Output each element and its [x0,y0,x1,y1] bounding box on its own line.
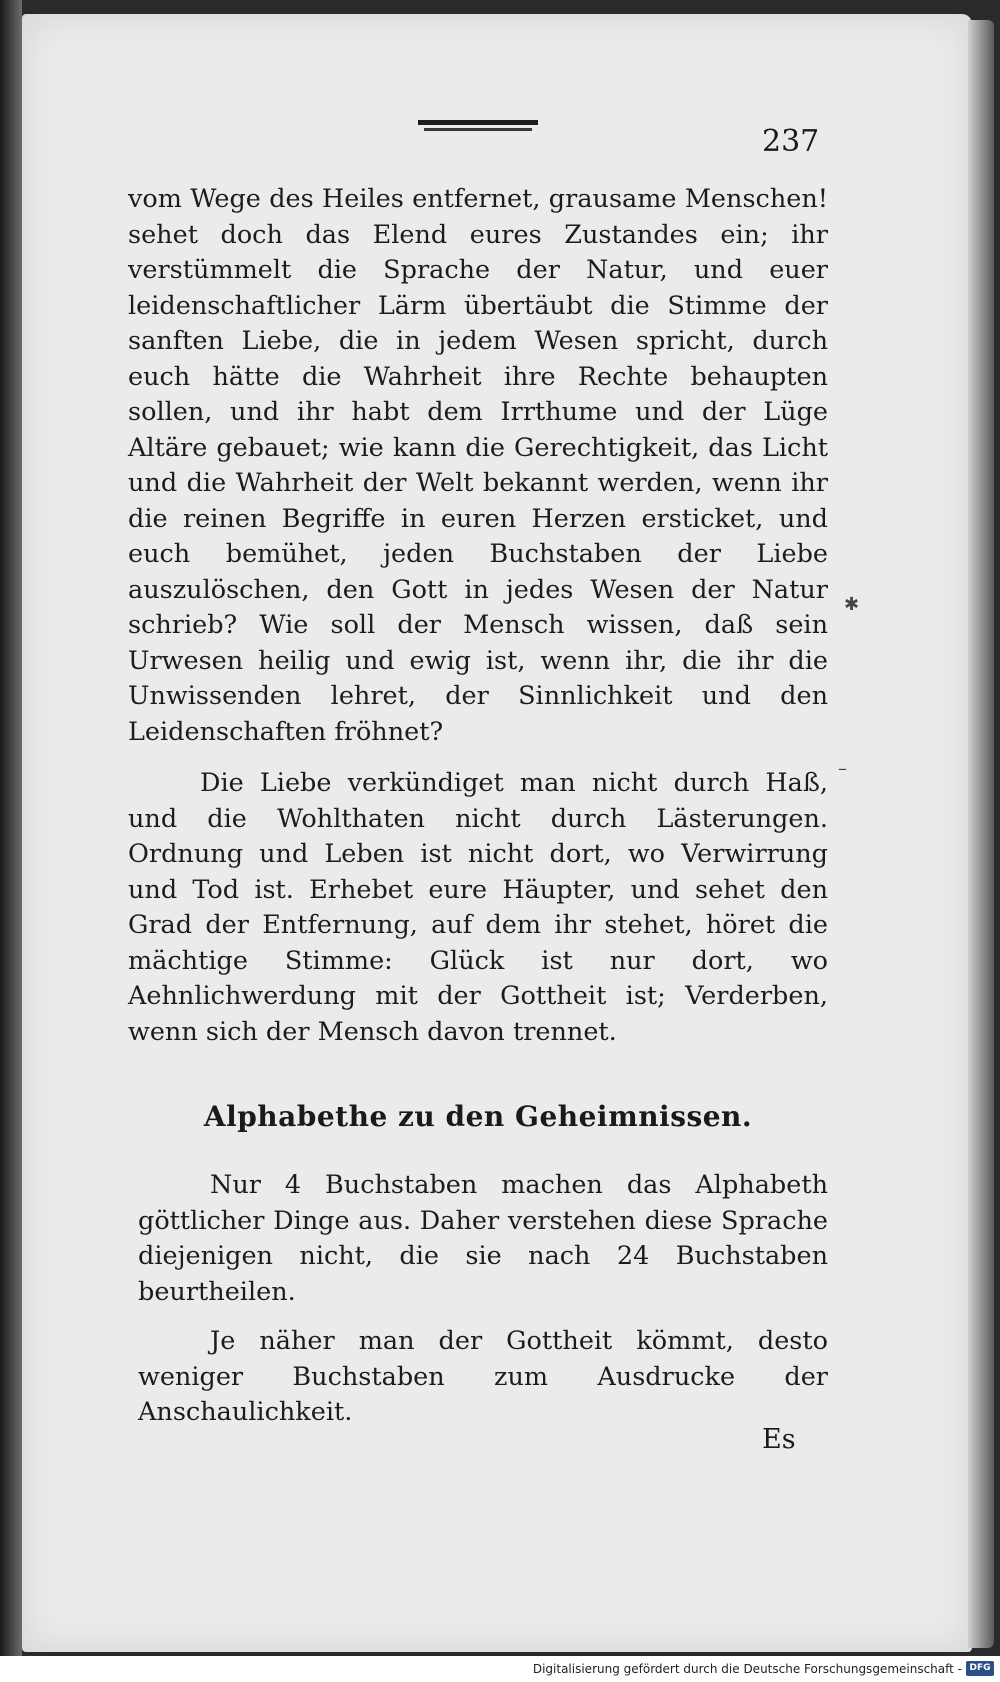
main-text [128,182,828,1050]
section-paragraph-2: Je näher man der Gottheit kömmt, desto weniger Buchstaben zum Ausdrucke der Anschaulichkeit. [138,1326,828,1427]
ornament-bar [424,128,532,131]
margin-mark: ✱ [844,594,860,615]
section-paragraph-1: Nur 4 Buchstaben machen das Alphabeth göttlicher Dinge aus. Daher verstehen diese Sprache diejenigen nicht, die sie nach 24 Buchstaben beurtheilen. [138,1170,828,1307]
page-number: 237 [762,124,820,159]
footer-credit: Digitalisierung gefördert durch die Deutsche Forschungsgemeinschaft - [532,1662,962,1676]
paragraph-2: Die Liebe verkündiget man nicht durch Haß, und die Wohlthaten nicht durch Lästerungen. Ordnung und Leben ist nicht dort, wo Verwirrung und Tod ist. Erhebet eure Häupter, und sehet den Grad der Entfernung, auf dem ihr stehet, höret die mächtige Stimme: Glück ist nur dort, wo Aehnlichwerdung mit der Gottheit ist; Verderben, wenn sich der Mensch davon trennet. [128,768,828,1047]
paragraph-1: vom Wege des Heiles entfernet, grausame Menschen! sehet doch das Elend eures Zustandes ein; ihr verstümmelt die Sprache der Natur, und euer leidenschaftlicher Lärm übertäubt die Stimme der sanften Liebe, die in jedem Wesen spricht, durch euch hätte die Wahrheit ihre Rechte behaupten sollen, und ihr habt dem Irrthume und der Lüge Altäre gebauet; wie kann die Gerechtigkeit, das Licht und die Wahrheit der Welt bekannt werden, wenn ihr die reinen Begriffe in euren Herzen ersticket, und euch bemühet, jeden Buchstaben der Liebe auszulöschen, den Gott in jedes Wesen der Natur schrieb? Wie soll der Mensch wissen, daß sein Urwesen heilig und ewig ist, wenn ihr, die ihr die Unwissenden lehret, der Sinnlichkeit und den Leidenschaften fröhnet? [128,184,828,747]
ornament-bar [418,120,538,125]
section-heading: Alphabethe zu den Geheimnissen. [203,1100,753,1133]
dfg-logo-icon: DFG [966,1661,994,1676]
section-text [138,1168,828,1431]
catchword: Es [762,1424,796,1455]
book-spine [0,0,22,1656]
page-edge [968,20,994,1648]
header-ornament [418,120,538,134]
margin-mark: – [838,758,847,779]
